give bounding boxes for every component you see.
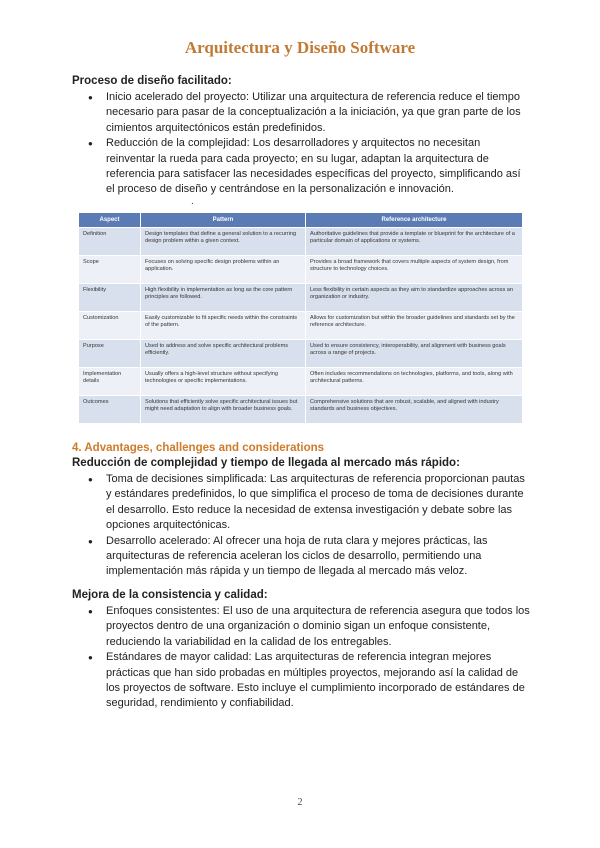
comparison-table xyxy=(78,212,523,424)
table-row xyxy=(79,256,523,284)
table-row xyxy=(79,368,523,396)
list-item: ● Reducción de la complejidad: Los desarrolladores y arquitectos no necesitan reinventar la rueda para cada proyecto; en su lugar, adaptan la arquitectura de referencia para satisfacer las necesidades específicas del proyecto, simplificando así el proceso de diseño y centrándose en la personalización e innovación. xyxy=(106,136,530,198)
table-cell: Easily customizable to fit specific needs within the constraints of the pattern. xyxy=(141,312,306,340)
table-cell: Used to ensure consistency, interoperability, and alignment with business goals across a range of projects. xyxy=(306,340,523,368)
quality-list xyxy=(72,604,530,712)
column-header: Pattern xyxy=(141,213,306,228)
table-cell: Flexibility xyxy=(79,284,141,312)
table-cell: Definition xyxy=(79,228,141,256)
table-cell: Design templates that define a general solution to a recurring design problem within a given context. xyxy=(141,228,306,256)
design-process-list xyxy=(72,90,530,198)
table-cell: Used to address and solve specific architectural problems efficiently. xyxy=(141,340,306,368)
table-cell: Focuses on solving specific design problems within an application. xyxy=(141,256,306,284)
table-cell: Implementation details xyxy=(79,368,141,396)
quality-heading: Mejora de la consistencia y calidad: xyxy=(72,589,268,601)
list-item: ● Desarrollo acelerado: Al ofrecer una hoja de ruta clara y mejores prácticas, las arquitecturas de referencia aceleran los ciclos de desarrollo, permitiendo una implementación más rápida y un tiempo de llegada al mercado más veloz. xyxy=(106,534,530,580)
page-title: Arquitectura y Diseño Software xyxy=(184,38,416,57)
table-header-row xyxy=(79,213,523,228)
table-cell: Provides a broad framework that covers multiple aspects of system design, from structure to technology choices. xyxy=(306,256,523,284)
list-item: ● Enfoques consistentes: El uso de una arquitectura de referencia asegura que todos los proyectos dentro de una organización o dominio sigan un enfoque consistente, reduciendo la variabilidad en la calidad de los entregables. xyxy=(106,604,530,650)
advantages-list xyxy=(72,472,530,580)
table-cell: Solutions that efficiently solve specific architectural issues but might need adaptation to align with broader business goals. xyxy=(141,396,306,424)
table-row xyxy=(79,396,523,424)
table-cell: Allows for customization but within the broader guidelines and standards set by the reference architecture. xyxy=(306,312,523,340)
page-number: 2 xyxy=(297,797,303,808)
table-cell: Often includes recommendations on technologies, platforms, and tools, along with architectural patterns. xyxy=(306,368,523,396)
table-row xyxy=(79,340,523,368)
quality-section xyxy=(72,588,530,712)
table-cell: Outcomes xyxy=(79,396,141,424)
column-header: Reference architecture xyxy=(306,213,523,228)
design-process-heading: Proceso de diseño facilitado: xyxy=(72,75,232,87)
table-row xyxy=(79,228,523,256)
complexity-heading: Reducción de complejidad y tiempo de llegada al mercado más rápido: xyxy=(72,457,460,469)
advantages-section xyxy=(72,441,530,580)
table-row xyxy=(79,284,523,312)
list-item: ● Inicio acelerado del proyecto: Utilizar una arquitectura de referencia reduce el tiempo necesario para pasar de la conceptualización a la iniciación, ya que gran parte de los cimientos arquitectónicos están predefinidos. xyxy=(106,90,530,136)
table-cell: High flexibility in implementation as long as the core pattern principles are followed. xyxy=(141,284,306,312)
table-cell: Scope xyxy=(79,256,141,284)
table-cell: Less flexibility in certain aspects as they aim to standardize approaches across an organization or industry. xyxy=(306,284,523,312)
list-item: ● Toma de decisiones simplificada: Las arquitecturas de referencia proporcionan pautas y estándares predefinidos, lo que simplifica el proceso de toma de decisiones durante el desarrollo. Esto reduce la necesidad de extensa investigación y debate sobre las opciones arquitectónicas. xyxy=(106,472,530,534)
table-cell: Authoritative guidelines that provide a template or blueprint for the architecture of a particular domain of applications or systems. xyxy=(306,228,523,256)
list-item: ● Estándares de mayor calidad: Las arquitecturas de referencia integran mejores prácticas que han sido probadas en múltiples proyectos, mejorando así la calidad de los proyectos de software. Esto incluye el cumplimiento incorporado de estándares de seguridad, rendimiento y confiabilidad. xyxy=(106,650,530,712)
design-process-section xyxy=(72,74,530,198)
table-cell: Comprehensive solutions that are robust, scalable, and aligned with industry standards and business objectives. xyxy=(306,396,523,424)
column-header: Aspect xyxy=(79,213,141,228)
table-cell: Customization xyxy=(79,312,141,340)
section-title: 4. Advantages, challenges and considerations xyxy=(72,442,325,454)
table-row xyxy=(79,312,523,340)
table-cell: Purpose xyxy=(79,340,141,368)
stray-mark: . xyxy=(191,196,194,207)
table-cell: Usually offers a high-level structure without specifying technologies or specific implementations. xyxy=(141,368,306,396)
